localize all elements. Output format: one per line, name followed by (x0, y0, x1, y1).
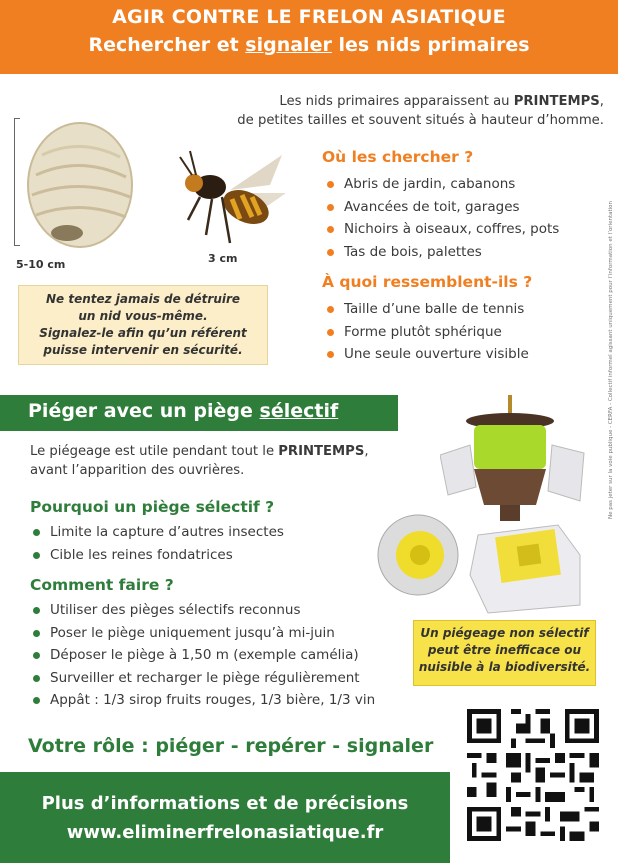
page-title: AGIR CONTRE LE FRELON ASIATIQUE (112, 6, 506, 28)
trap-intro-bold: PRINTEMPS (278, 444, 365, 459)
list-item: Surveiller et recharger le piège régulièrement (30, 667, 375, 690)
trap-intro-line1: Le piégeage est utile pendant tout le (30, 444, 279, 459)
warning-box (18, 285, 268, 365)
note-line: peut être inefficace ou (427, 643, 582, 657)
list-item: Cible les reines fondatrices (30, 544, 284, 567)
how-heading: Comment faire ? (30, 576, 174, 594)
note-line: Un piégeage non sélectif (420, 626, 589, 640)
how-list (30, 599, 375, 712)
list-item: Utiliser des pièges sélectifs reconnus (30, 599, 375, 622)
qr-code[interactable] (462, 700, 604, 850)
top-banner (0, 0, 618, 74)
nest-size-bracket (14, 118, 20, 246)
footer-line1: Plus d’informations et de précisions (41, 793, 409, 814)
warning-line: un nid vous-même. (78, 309, 208, 323)
hornet-image (170, 145, 290, 255)
list-item: Limite la capture d’autres insectes (30, 521, 284, 544)
intro-line2: de petites tailles et souvent situés à hauteur d’homme. (237, 113, 604, 128)
where-heading: Où les chercher ? (322, 148, 474, 166)
warning-line: Signalez-le afin qu’un référent (39, 326, 247, 340)
subtitle-part: Rechercher et (88, 34, 246, 56)
list-item: Déposer le piège à 1,50 m (exemple camélia) (30, 644, 375, 667)
trap-accessories-image (358, 505, 588, 615)
side-legal-note (606, 140, 616, 580)
list-item: Avancées de toit, garages (324, 196, 559, 219)
hornet-size-label: 3 cm (208, 252, 238, 265)
website-link[interactable]: www.eliminerfrelonasiatique.fr (66, 822, 384, 843)
list-item: Tas de bois, palettes (324, 241, 559, 264)
list-item: Une seule ouverture visible (324, 343, 529, 366)
trap-section-band (0, 395, 398, 431)
why-heading: Pourquoi un piège sélectif ? (30, 498, 275, 516)
trap-intro-comma: , (364, 444, 369, 459)
warning-line: puisse intervenir en sécurité. (43, 343, 243, 357)
look-heading: À quoi ressemblent-ils ? (322, 273, 533, 291)
intro-bold: PRINTEMPS (513, 94, 600, 109)
intro-comma: , (599, 94, 604, 109)
trap-intro (30, 442, 410, 480)
list-item: Taille d’une balle de tennis (324, 298, 529, 321)
why-list (30, 521, 284, 566)
band-underlined: sélectif (259, 400, 339, 422)
intro-text (184, 92, 604, 130)
warning-line: Ne tentez jamais de détruire (45, 292, 241, 306)
subtitle-part-end: les nids primaires (331, 34, 530, 56)
nest-image (22, 115, 142, 255)
footer-band (0, 772, 450, 863)
list-item: Forme plutôt sphérique (324, 321, 529, 344)
note-line: nuisible à la biodiversité. (418, 660, 591, 674)
list-item: Nichoirs à oiseaux, coffres, pots (324, 218, 559, 241)
side-legal-text: Ne pas jeter sur la voie publique - CERFA - Collectif informel agissant uniquement pour l’information et l’orientation (608, 200, 614, 520)
list-item: Abris de jardin, cabanons (324, 173, 559, 196)
where-list (324, 173, 559, 263)
trap-intro-line2: avant l’apparition des ouvrières. (30, 463, 245, 478)
page-subtitle (0, 28, 618, 56)
role-slogan: Votre rôle : piéger - repérer - signaler (28, 735, 434, 757)
nest-size-label: 5-10 cm (16, 258, 66, 271)
non-selective-warning (413, 620, 596, 686)
look-list (324, 298, 529, 366)
list-item: Poser le piège uniquement jusqu’à mi-juin (30, 622, 375, 645)
list-item: Appât : 1/3 sirop fruits rouges, 1/3 bière, 1/3 vin (30, 689, 375, 712)
band-text: Piéger avec un piège (28, 400, 260, 422)
intro-line1: Les nids primaires apparaissent au (279, 94, 514, 109)
subtitle-underlined: signaler (245, 34, 332, 56)
